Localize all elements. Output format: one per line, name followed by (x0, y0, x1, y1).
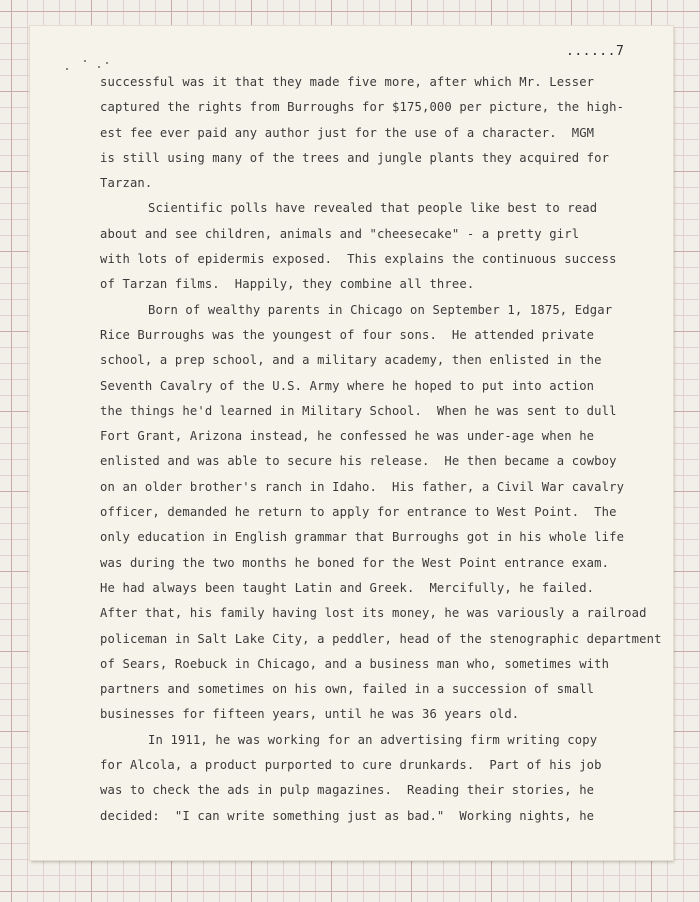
text-line: of Tarzan films. Happily, they combine all three. (100, 277, 475, 292)
text-line: Rice Burroughs was the youngest of four sons. He attended private (100, 327, 595, 342)
paper-specks (56, 48, 136, 72)
text-line: for Alcola, a product purported to cure drunkards. Part of his job (100, 758, 602, 773)
text-line: In 1911, he was working for an advertising firm writing copy (148, 732, 598, 747)
typewritten-page (30, 26, 673, 860)
text-line: Scientific polls have revealed that people like best to read (148, 201, 598, 216)
text-line: the things he'd learned in Military School. When he was sent to dull (100, 403, 617, 418)
text-line: Fort Grant, Arizona instead, he confessed he was under-age when he (100, 429, 595, 444)
text-line: est fee ever paid any author just for the use of a character. MGM (100, 125, 595, 140)
text-line: officer, demanded he return to apply for entrance to West Point. The (100, 505, 617, 520)
text-line: only education in English grammar that Burroughs got in his whole life (100, 530, 625, 545)
page-number: ......7 (566, 44, 625, 59)
speck (84, 60, 86, 62)
text-line: on an older brother's ranch in Idaho. His father, a Civil War cavalry (100, 479, 625, 494)
speck (106, 62, 108, 64)
speck (66, 68, 68, 70)
text-line: captured the rights from Burroughs for $175,000 per picture, the high- (100, 100, 625, 115)
text-line: about and see children, animals and "cheesecake" - a pretty girl (100, 226, 580, 241)
speck (98, 66, 100, 68)
text-line: of Sears, Roebuck in Chicago, and a business man who, sometimes with (100, 656, 610, 671)
body-text (100, 70, 660, 829)
text-line: was during the two months he boned for the West Point entrance exam. (100, 555, 610, 570)
text-line: partners and sometimes on his own, failed in a succession of small (100, 682, 595, 697)
text-line: decided: "I can write something just as bad." Working nights, he (100, 808, 595, 823)
text-line: school, a prep school, and a military academy, then enlisted in the (100, 353, 602, 368)
text-line: with lots of epidermis exposed. This explains the continuous success (100, 252, 617, 267)
text-line: policeman in Salt Lake City, a peddler, head of the stenographic department (100, 631, 662, 646)
text-line: was to check the ads in pulp magazines. Reading their stories, he (100, 783, 595, 798)
text-line: After that, his family having lost its money, he was variously a railroad (100, 606, 647, 621)
text-line: successful was it that they made five more, after which Mr. Lesser (100, 75, 595, 89)
text-line: Tarzan. (100, 176, 153, 191)
text-line: businesses for fifteen years, until he was 36 years old. (100, 707, 520, 722)
text-line: Seventh Cavalry of the U.S. Army where he hoped to put into action (100, 378, 595, 393)
text-line: Born of wealthy parents in Chicago on September 1, 1875, Edgar (148, 302, 613, 317)
text-line: He had always been taught Latin and Greek. Mercifully, he failed. (100, 580, 595, 595)
text-line: is still using many of the trees and jungle plants they acquired for (100, 150, 610, 165)
text-line: enlisted and was able to secure his release. He then became a cowboy (100, 454, 617, 469)
